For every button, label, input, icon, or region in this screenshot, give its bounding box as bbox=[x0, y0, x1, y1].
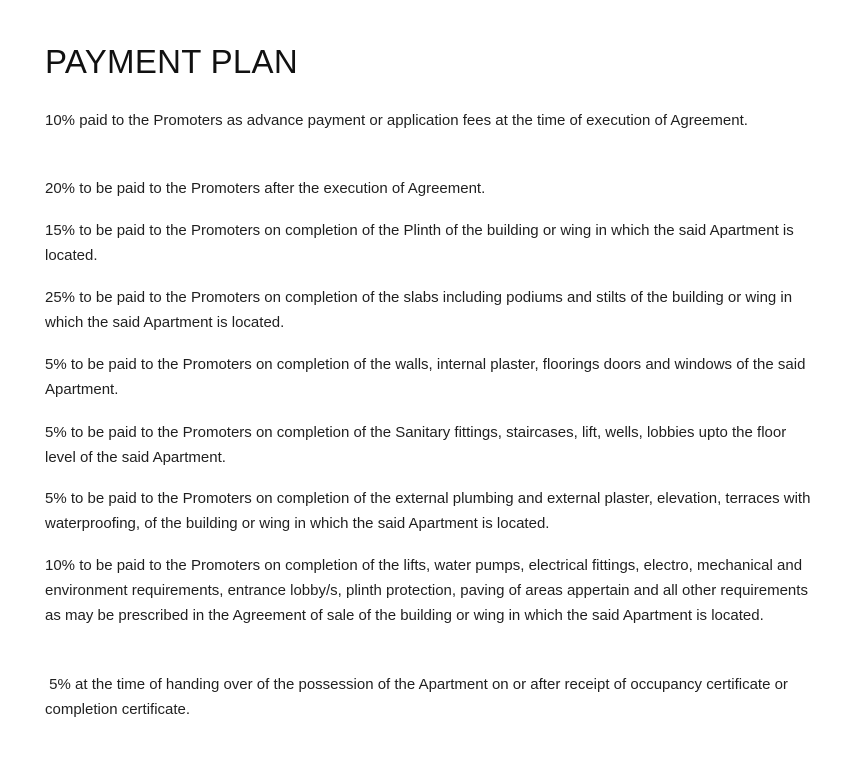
payment-clause: 5% to be paid to the Promoters on completion of the walls, internal plaster, floorings doors and windows of the said Apartment. bbox=[45, 356, 806, 398]
payment-clause: 20% to be paid to the Promoters after the execution of Agreement. bbox=[45, 180, 486, 197]
page-title: PAYMENT PLAN bbox=[45, 43, 299, 80]
payment-clause: 5% to be paid to the Promoters on completion of the Sanitary fittings, staircases, lift, wells, lobbies upto the floor level of the said Apartment. bbox=[45, 424, 787, 466]
payment-clause: 15% to be paid to the Promoters on completion of the Plinth of the building or wing in which the said Apartment is located. bbox=[45, 222, 794, 264]
payment-clause: 5% at the time of handing over of the possession of the Apartment on or after receipt of occupancy certificate or completion certificate. bbox=[45, 676, 793, 718]
payment-clause: 10% to be paid to the Promoters on completion of the lifts, water pumps, electrical fittings, electro, mechanical and environment requirements, entrance lobby/s, plinth protection, paving of areas appertain and all other requirements as may be prescribed in the Agreement of sale of the building or wing in which the said Apartment is located. bbox=[45, 557, 808, 624]
payment-clause: 5% to be paid to the Promoters on completion of the external plumbing and external plaster, elevation, terraces with waterproofing, of the building or wing in which the said Apartment is located. bbox=[45, 490, 811, 532]
payment-clause: 10% paid to the Promoters as advance payment or application fees at the time of execution of Agreement. bbox=[45, 112, 748, 129]
payment-clause: 25% to be paid to the Promoters on completion of the slabs including podiums and stilts of the building or wing in which the said Apartment is located. bbox=[45, 289, 793, 331]
